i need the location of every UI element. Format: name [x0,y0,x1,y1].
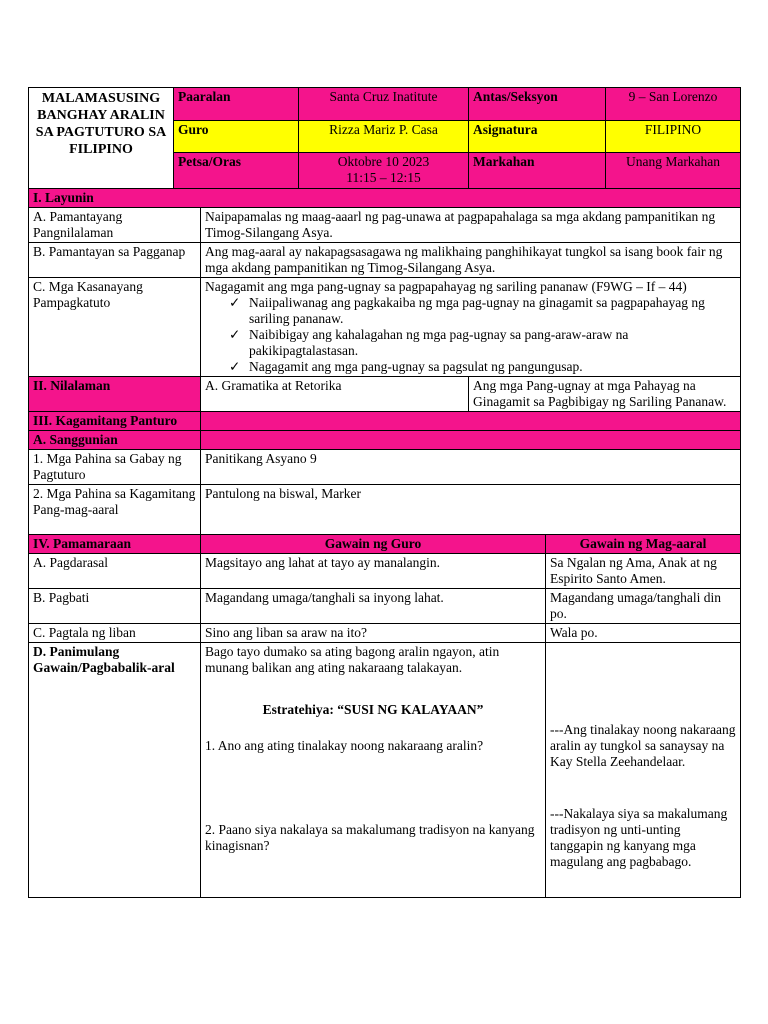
pagtala-label: C. Pagtala ng liban [29,624,201,643]
lesson-plan-table [28,87,741,898]
pamantayan-pagganap-label: B. Pamantayan sa Pagganap [29,243,201,278]
panimulang-gawain-guro [201,643,546,898]
pagdarasal-label: A. Pagdarasal [29,554,201,589]
asignatura-value: FILIPINO [606,121,741,153]
pagdarasal-guro: Magsitayo ang lahat at tayo ay manalangin. [201,554,546,589]
checkmark-icon: ✓ [229,359,241,374]
pamantayang-pangnilalaman-label: A. Pamantayang Pangnilalaman [29,208,201,243]
kagamitan-heading-fill [201,412,741,431]
pagtala-guro: Sino ang liban sa araw na ito? [201,624,546,643]
list-item [229,295,736,327]
pagbati-guro: Magandang umaga/tanghali sa inyong lahat. [201,589,546,624]
petsa-label: Petsa/Oras [174,153,299,189]
pagbati-label: B. Pagbati [29,589,201,624]
kagamitang-magaaral-label: 2. Mga Pahina sa Kagamitang Pang-mag-aaral [29,485,201,535]
question-1: 1. Ano ang ating tinalakay noong nakaraang aralin? [205,738,484,753]
panimulang-gawain-label: D. Panimulang Gawain/Pagbabalik-aral [29,643,201,898]
pamantayang-pangnilalaman-text: Naipapamalas ng maag-aaarl ng pag-unawa at pagpapahalaga sa mga akdang pampanitikan ng Timog-Silangang Asya. [201,208,741,243]
kasanayang-text: Nagagamit ang mga pang-ugnay sa pagpapahayag ng sariling pananaw (F9WG – If – 44) [205,279,687,294]
nilalaman-topic: A. Gramatika at Retorika [201,377,469,412]
sanggunian-heading-fill [201,431,741,450]
pamantayan-pagganap-text: Ang mag-aaral ay nakapagsasagawa ng malikhaing panghihikayat tungkol sa isang book fair ng mga akdang pampanitikan ng Timog-Silangang Asya. [201,243,741,278]
pamamaraan-heading: IV. Pamamaraan [29,535,201,554]
sanggunian-heading: A. Sanggunian [29,431,201,450]
markahan-value: Unang Markahan [606,153,741,189]
checkmark-icon: ✓ [229,327,241,342]
list-item-text: Naiipaliwanag ang pagkakaiba ng mga pag-ugnay na ginagamit sa pagpapahayag ng sariling pananaw. [249,295,705,326]
panimulang-intro: Bago tayo dumako sa ating bagong aralin ngayon, atin munang balikan ang ating nakaraang talakayan. [205,644,500,675]
nilalaman-heading: II. Nilalaman [29,377,201,412]
guro-value: Rizza Mariz P. Casa [299,121,469,153]
answer-2: ---Nakalaya siya sa makalumang tradisyon ng unti-unting tanggapin ng kanyang mga magulang ang pagbabago. [550,806,728,869]
list-item-text: Nagagamit ang mga pang-ugnay sa pagsulat ng pangungusap. [249,359,583,374]
petsa-date: Oktobre 10 2023 [337,154,430,169]
gabay-label: 1. Mga Pahina sa Gabay ng Pagtuturo [29,450,201,485]
strategy-title: Estratehiya: “SUSI NG KALAYAAN” [262,702,484,717]
kasanayang-label: C. Mga Kasanayang Pampagkatuto [29,278,201,377]
kagamitan-heading: III. Kagamitang Panturo [29,412,201,431]
gawain-guro-header: Gawain ng Guro [201,535,546,554]
lesson-plan [28,87,740,898]
kasanayang-cell [201,278,741,377]
guro-label: Guro [174,121,299,153]
gawain-magaaral-header: Gawain ng Mag-aaral [546,535,741,554]
pagbati-magaaral: Magandang umaga/tanghali din po. [546,589,741,624]
list-item-text: Naibibigay ang kahalagahan ng mga pag-ugnay sa pang-araw-araw na pakikipagtalastasan. [249,327,629,358]
antas-label: Antas/Seksyon [469,88,606,121]
petsa-time: 11:15 – 12:15 [346,170,421,185]
antas-value: 9 – San Lorenzo [606,88,741,121]
question-2: 2. Paano siya nakalaya sa makalumang tradisyon na kanyang kinagisnan? [205,822,535,853]
paaralan-value: Santa Cruz Inatitute [299,88,469,121]
gabay-value: Panitikang Asyano 9 [201,450,741,485]
plan-title: MALAMASUSING BANGHAY ARALIN SA PAGTUTURO SA FILIPINO [29,88,174,189]
answer-1: ---Ang tinalakay noong nakaraang aralin ay tungkol sa sanaysay na Kay Stella Zeehandelaar. [550,722,736,769]
kasanayang-list [205,295,736,375]
petsa-value [299,153,469,189]
list-item [229,359,736,375]
pagdarasal-magaaral: Sa Ngalan ng Ama, Anak at ng Espirito Santo Amen. [546,554,741,589]
layunin-heading: I. Layunin [29,189,741,208]
markahan-label: Markahan [469,153,606,189]
panimulang-gawain-magaaral [546,643,741,898]
pagtala-magaaral: Wala po. [546,624,741,643]
paaralan-label: Paaralan [174,88,299,121]
kagamitang-magaaral-value: Pantulong na biswal, Marker [201,485,741,535]
nilalaman-text: Ang mga Pang-ugnay at mga Pahayag na Ginagamit sa Pagbibigay ng Sariling Pananaw. [469,377,741,412]
list-item [229,327,736,359]
checkmark-icon: ✓ [229,295,241,310]
asignatura-label: Asignatura [469,121,606,153]
